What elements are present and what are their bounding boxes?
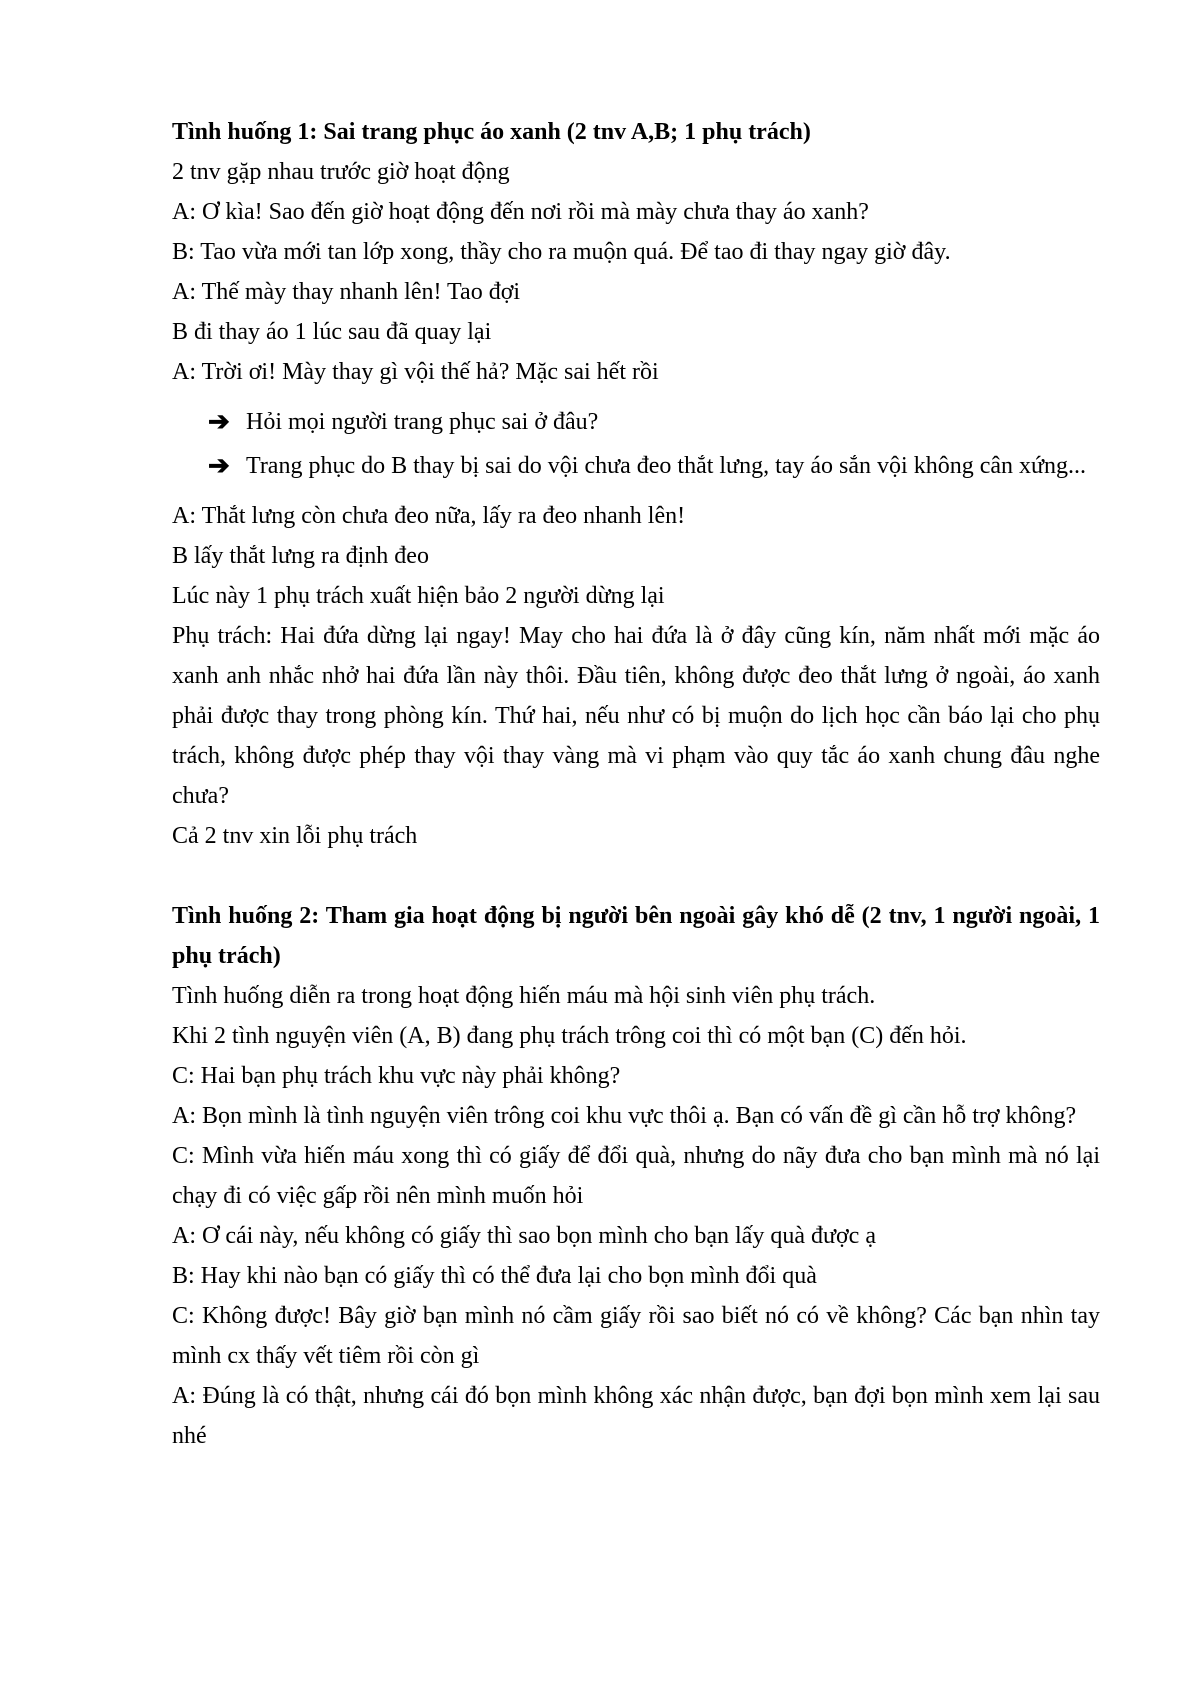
section2-heading: Tình huống 2: Tham gia hoạt động bị người bên ngoài gây khó dễ (2 tnv, 1 người ngoài, 1 phụ trách) (172, 903, 1100, 969)
section2-line: Khi 2 tình nguyện viên (A, B) đang phụ trách trông coi thì có một bạn (C) đến hỏi. (172, 1023, 967, 1049)
section2-line: A: Ơ cái này, nếu không có giấy thì sao bọn mình cho bạn lấy quà được ạ (172, 1223, 876, 1249)
section1-line: 2 tnv gặp nhau trước giờ hoạt động (172, 159, 510, 185)
section2-line: Tình huống diễn ra trong hoạt động hiến máu mà hội sinh viên phụ trách. (172, 983, 876, 1009)
section1-bullet-list (172, 402, 1100, 486)
section1-line: A: Thế mày thay nhanh lên! Tao đợi (172, 279, 521, 305)
section1-line: B đi thay áo 1 lúc sau đã quay lại (172, 319, 492, 345)
section2-line: C: Không được! Bây giờ bạn mình nó cầm giấy rồi sao biết nó có về không? Các bạn nhìn tay mình cx thấy vết tiêm rồi còn gì (172, 1303, 1100, 1369)
section1-line: B: Tao vừa mới tan lớp xong, thầy cho ra muộn quá. Để tao đi thay ngay giờ đây. (172, 239, 951, 265)
arrow-right-icon: ➔ (208, 407, 230, 436)
section1-paragraph: Phụ trách: Hai đứa dừng lại ngay! May cho hai đứa là ở đây cũng kín, năm nhất mới mặc áo xanh anh nhắc nhở hai đứa lần này thôi. Đầu tiên, không được đeo thắt lưng ở ngoài, áo xanh phải được thay trong phòng kín. Thứ hai, nếu như có bị muộn do lịch học cần báo lại cho phụ trách, không được phép thay vội thay vàng mà vi phạm vào quy tắc áo xanh chung đâu nghe chưa? (172, 623, 1100, 809)
section1-line: B lấy thắt lưng ra định đeo (172, 543, 429, 569)
section2-line: A: Đúng là có thật, nhưng cái đó bọn mình không xác nhận được, bạn đợi bọn mình xem lại sau nhé (172, 1383, 1100, 1449)
section1-line: A: Thắt lưng còn chưa đeo nữa, lấy ra đeo nhanh lên! (172, 503, 686, 529)
section1-line: A: Trời ơi! Mày thay gì vội thế hả? Mặc sai hết rồi (172, 359, 659, 385)
section-spacer (172, 856, 1100, 896)
arrow-right-icon: ➔ (208, 451, 230, 480)
section2-line: B: Hay khi nào bạn có giấy thì có thể đưa lại cho bọn mình đổi quà (172, 1263, 817, 1289)
section1-line: Cả 2 tnv xin lỗi phụ trách (172, 823, 418, 849)
section1-line: Lúc này 1 phụ trách xuất hiện bảo 2 người dừng lại (172, 583, 665, 609)
section1-line: A: Ơ kìa! Sao đến giờ hoạt động đến nơi rồi mà mày chưa thay áo xanh? (172, 199, 869, 225)
section2-line: C: Hai bạn phụ trách khu vực này phải không? (172, 1063, 621, 1089)
section2-line: A: Bọn mình là tình nguyện viên trông coi khu vực thôi ạ. Bạn có vấn đề gì cần hỗ trợ không? (172, 1103, 1077, 1129)
bullet-text: Hỏi mọi người trang phục sai ở đâu? (246, 409, 599, 435)
bullet-item (172, 402, 1100, 442)
section1-heading: Tình huống 1: Sai trang phục áo xanh (2 tnv A,B; 1 phụ trách) (172, 119, 811, 145)
section2-line: C: Mình vừa hiến máu xong thì có giấy để đổi quà, nhưng do nãy đưa cho bạn mình mà nó lại chạy đi có việc gấp rồi nên mình muốn hỏi (172, 1143, 1100, 1209)
bullet-text: Trang phục do B thay bị sai do vội chưa đeo thắt lưng, tay áo sắn vội không cân xứng... (246, 453, 1087, 479)
bullet-item (172, 446, 1100, 486)
